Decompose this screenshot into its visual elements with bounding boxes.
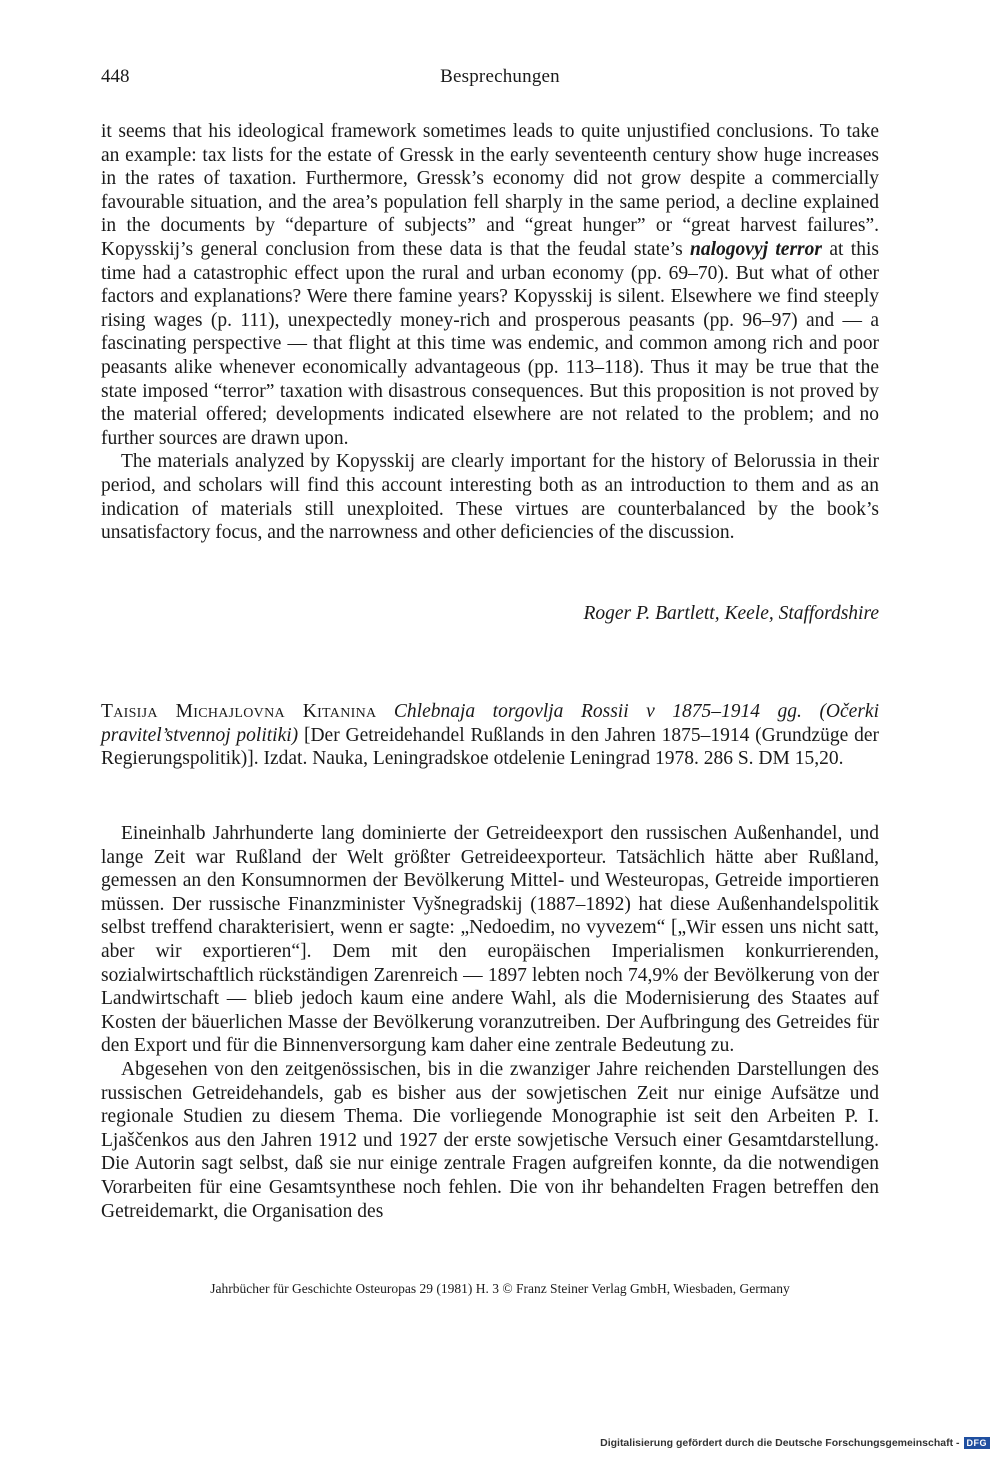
review2-citation <box>101 700 879 771</box>
review2-body <box>101 822 879 1223</box>
digitization-note <box>600 1437 990 1449</box>
running-head: Besprechungen <box>440 66 560 87</box>
review2-title: Chlebnaja torgovlja Rossii v 1875–1914 gg. (Očerki pravitel’stvennoj politiki) <box>101 701 879 746</box>
review2-title-rest: [Der Getreidehandel Rußlands in den Jahren 1875–1914 (Grundzüge der Regierungspolitik)]. Izdat. Nauka, Leningradskoe otdelenie Leningrad 1978. 286 S. DM 15,20. <box>101 724 879 770</box>
review1-paragraph-2: The materials analyzed by Kopysskij are clearly important for the history of Belorussia in their period, and scholars will find this account interesting both as an introduction to them and as an indication of materials still unexploited. These virtues are counterbalanced by the book’s unsatisfactory focus, and the narrowness and other deficiencies of the discussion. <box>101 451 879 544</box>
review1-paragraph-1: it seems that his ideological framework sometimes leads to quite unjustified conclusions. To take an example: tax lists for the estate of Gressk in the early seventeenth century show huge increases in the rates of taxation. Furthermore, Gressk’s economy did not grow despite a commercially favourable situation, and the area’s population fell sharply in the same period, a decline explained in the documents by “departure of subjects” and “great hunger” or “great harvest failures”. Kopysskij’s general conclusion from these data is that the feudal state’s nalogovyj terror at this time had a catastrophic effect upon the rural and urban economy (pp. 69–70). But what of other factors and explanations? Were there famine years? Kopysskij is silent. Elsewhere we find steeply rising wages (p. 111), unexpectedly money-rich and prosperous peasants (pp. 96–97) and — a fascinating perspective — that flight at this time was endemic, and common among rich and poor peasants alike whenever economically advantageous (pp. 113–118). Thus it may be true that the state imposed “terror” taxation with disastrous consequences. But this proposition is not proved by the material offered; developments indicated elsewhere are not related to the problem; and no further sources are drawn upon. <box>101 121 879 449</box>
review2-paragraph-2: Abgesehen von den zeitgenössischen, bis in die zwanziger Jahre reichenden Darstellungen des russischen Getreidehandels, gab es bisher aus der sowjetischen Zeit nur einige Aufsätze und regionale Studien zu diesem Thema. Die vorliegende Monographie ist seit den Arbeiten P. I. Ljaščenkos aus den Jahren 1912 und 1927 der erste sowjetische Versuch einer Gesamtdarstellung. Die Autorin sagt selbst, daß sie nur einige zentrale Fragen aufgreifen konnte, da die notwendigen Vorarbeiten für eine Gesamtsynthese noch fehlen. Die von ihr behandelten Fragen betreffen den Getreidemarkt, die Organisation des <box>101 1058 879 1222</box>
review1-signature: Roger P. Bartlett, Keele, Staffordshire <box>583 603 879 624</box>
journal-footer: Jahrbücher für Geschichte Osteuropas 29 (1981) H. 3 © Franz Steiner Verlag GmbH, Wiesbaden, Germany <box>210 1281 790 1296</box>
review1-body <box>101 120 879 545</box>
review2-author: Taisija Michajlovna Kitanina <box>101 701 377 722</box>
page-number: 448 <box>101 66 130 87</box>
digitization-text: Digitalisierung gefördert durch die Deutsche Forschungsgemeinschaft - <box>600 1437 960 1449</box>
review2-paragraph-1: Eineinhalb Jahrhunderte lang dominierte der Getreideexport den russischen Außenhandel, und lange Zeit war Rußland der Welt größter Getreideexporteur. Tatsächlich hätte aber Rußland, gemessen an den Konsumnormen der Bevölkerung Mittel- und Westeuropas, Getreide importieren müssen. Der russische Finanzminister Vyšnegradskij (1887–1892) hat diese Außenhandelspolitik selbst treffend charakterisiert, wenn er sagte: „Nedoedim, no vyvezem“ [„Wir essen uns nicht satt, aber wir exportieren“]. Dem mit den europäischen Imperialismen konkurrierenden, sozialwirtschaftlich rückständigen Zarenreich — 1897 lebten noch 74,9% der Bevölkerung von der Landwirtschaft — blieb jedoch kaum eine andere Wahl, als die Modernisierung des Staates auf Kosten der bäuerlichen Masse der Bevölkerung voranzutreiben. Der Aufbringung des Getreides für den Export und für die Binnenversorgung kam daher eine zentrale Bedeutung zu. <box>101 823 879 1057</box>
review1-term: nalogovyj terror <box>690 238 822 260</box>
dfg-logo: DFG <box>964 1437 991 1449</box>
